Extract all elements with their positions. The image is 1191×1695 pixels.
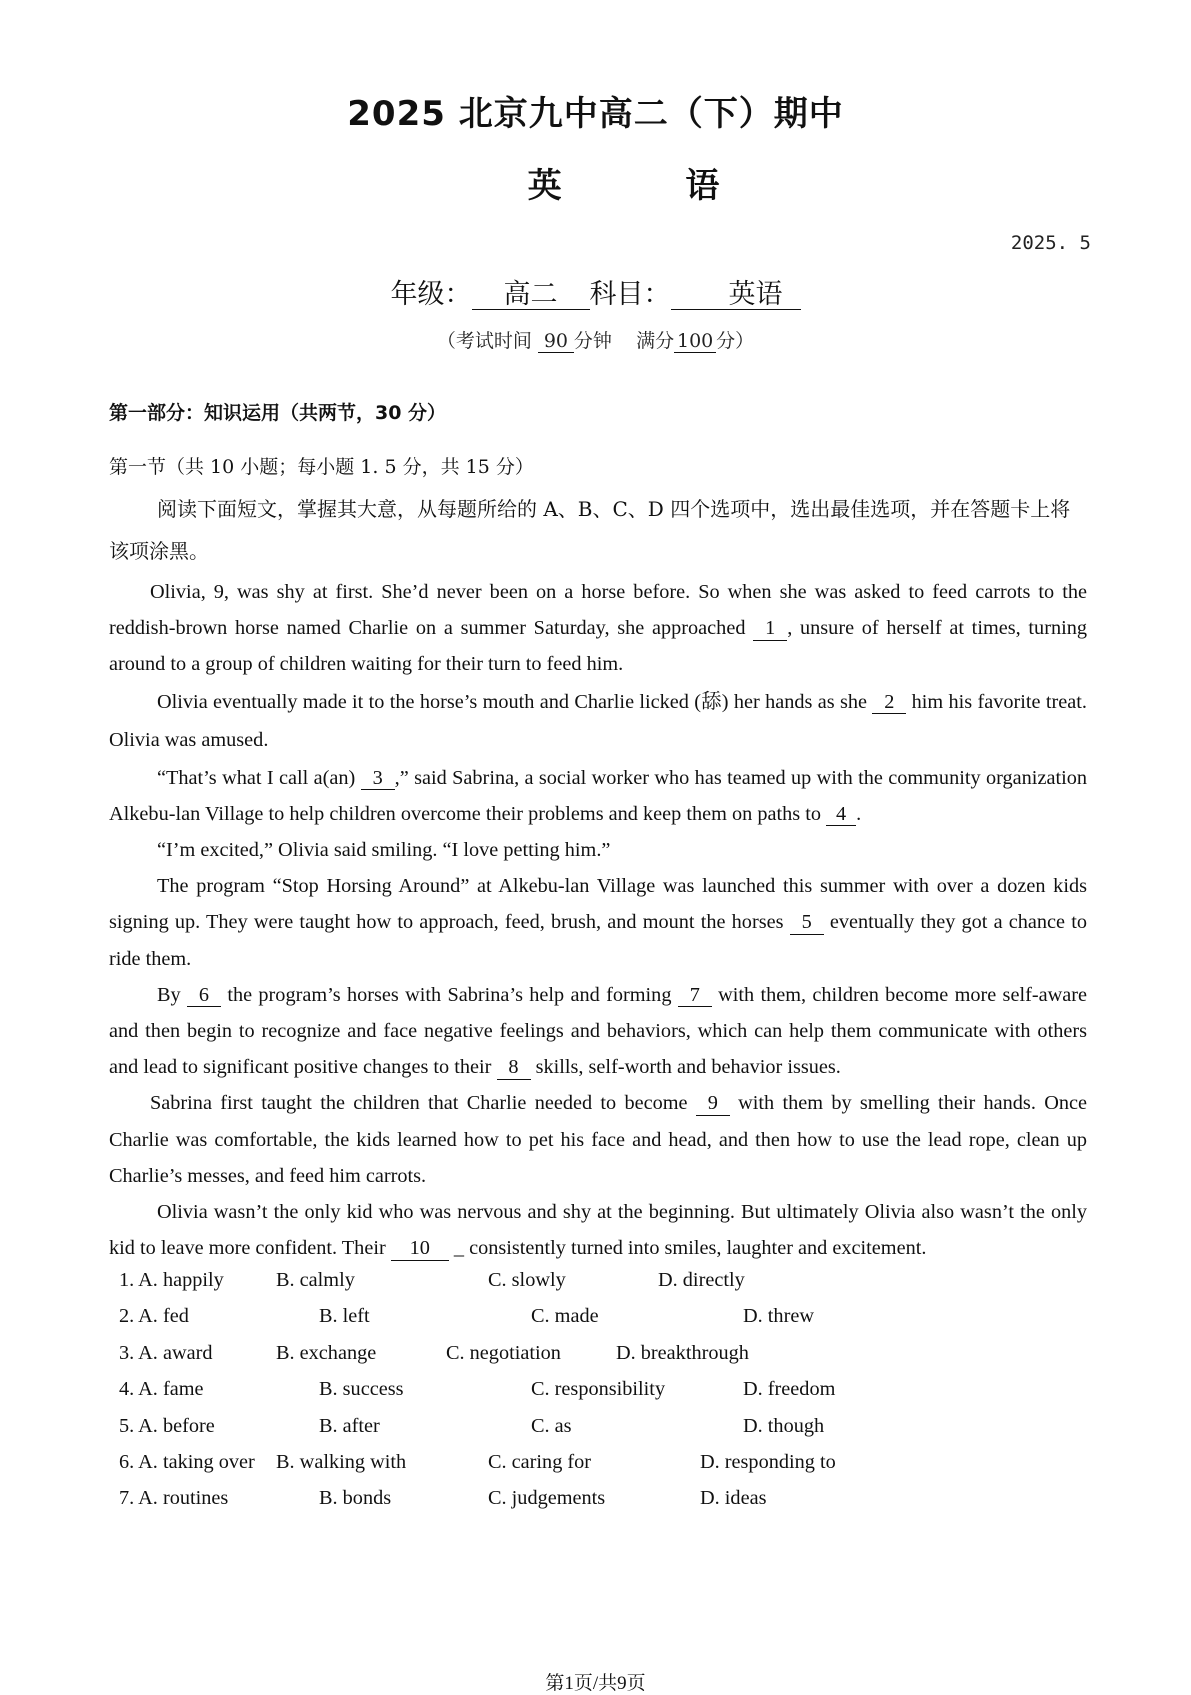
part-title: 第一部分：知识运用（共两节，30 分） bbox=[109, 402, 447, 424]
blank-3: 3 bbox=[361, 767, 395, 790]
grade-subject-line bbox=[0, 272, 1191, 311]
page-number: 第1页/共9页 bbox=[545, 1673, 646, 1694]
option-a: 3. A. award bbox=[119, 1341, 213, 1364]
passage-paragraph: By 6 the program’s horses with Sabrina’s help and forming 7 with them, children become more self-aware and then begin to recognize and face negative feelings and behaviors, which can help them communicate with others and lead to significant positive changes to their 8 skills, self-worth and behavior issues. bbox=[109, 983, 1087, 1079]
exam-time-line bbox=[0, 326, 1191, 353]
option-a: 5. A. before bbox=[119, 1414, 215, 1437]
section-subtitle: 第一节（共 10 小题；每小题 1. 5 分，共 15 分） bbox=[109, 456, 534, 478]
score-prefix: 满分 bbox=[636, 330, 675, 352]
blank-6: 6 bbox=[187, 984, 221, 1007]
subject-title: 英 语 bbox=[527, 166, 776, 206]
option-d: D. ideas bbox=[700, 1487, 767, 1510]
blank-7: 7 bbox=[678, 984, 712, 1007]
subject-label: 科目： bbox=[589, 279, 671, 310]
blank-9: 9 bbox=[696, 1092, 730, 1115]
grade-label: 年级： bbox=[390, 279, 472, 310]
blank-10: 10 bbox=[391, 1237, 449, 1260]
reading-passage bbox=[109, 574, 1087, 1266]
option-c: C. made bbox=[531, 1305, 599, 1328]
option-b: B. after bbox=[319, 1414, 380, 1437]
passage-paragraph: The program “Stop Horsing Around” at Alkebu-lan Village was launched this summer with over a dozen kids signing up. They were taught how to approach, feed, brush, and mount the horses 5 eventually they got a chance to ride them. bbox=[109, 875, 1087, 970]
option-c: C. caring for bbox=[488, 1450, 592, 1473]
option-b: B. bonds bbox=[319, 1487, 392, 1510]
blank-8: 8 bbox=[497, 1056, 531, 1079]
blank-1: 1 bbox=[753, 617, 787, 640]
passage-paragraph: Olivia wasn’t the only kid who was nervous and shy at the beginning. But ultimately Olivia also wasn’t the only kid to leave more confident. Their 10 _ consistently turned into smiles, laughter and excitement. bbox=[109, 1201, 1087, 1260]
passage-paragraph: Olivia eventually made it to the horse’s mouth and Charlie licked (舔) her hands as she 2 him his favorite treat. Olivia was amused. bbox=[109, 690, 1087, 752]
section-instruction: 阅读下面短文，掌握其大意，从每题所给的 A、B、C、D 四个选项中，选出最佳选项，并在答题卡上将该项涂黑。 bbox=[109, 497, 1071, 563]
time-value: 90 bbox=[538, 332, 574, 353]
option-a: 2. A. fed bbox=[119, 1305, 189, 1328]
score-value: 100 bbox=[674, 332, 716, 353]
score-suffix: 分） bbox=[716, 330, 755, 352]
option-b: B. success bbox=[319, 1378, 404, 1401]
option-d: D. directly bbox=[658, 1269, 745, 1291]
blank-5: 5 bbox=[790, 911, 824, 934]
exam-date: 2025. 5 bbox=[1010, 232, 1091, 254]
option-d: D. freedom bbox=[743, 1378, 836, 1401]
option-a: 4. A. fame bbox=[119, 1378, 204, 1401]
passage-paragraph: “I’m excited,” Olivia said smiling. “I love petting him.” bbox=[157, 839, 611, 862]
option-c: C. slowly bbox=[488, 1269, 566, 1291]
option-b: B. left bbox=[319, 1305, 370, 1328]
exam-title: 2025 北京九中高二（下）期中 bbox=[347, 94, 844, 134]
blank-2: 2 bbox=[872, 691, 906, 714]
time-unit: 分钟 bbox=[573, 330, 612, 352]
option-b: B. calmly bbox=[276, 1269, 355, 1291]
option-a: 1. A. happily bbox=[119, 1269, 224, 1291]
time-prefix: （考试时间 bbox=[436, 330, 532, 352]
option-a: 6. A. taking over bbox=[119, 1450, 255, 1473]
option-d: D. responding to bbox=[700, 1450, 836, 1473]
option-b: B. exchange bbox=[276, 1341, 377, 1364]
blank-4: 4 bbox=[826, 803, 856, 826]
option-d: D. threw bbox=[743, 1305, 814, 1328]
option-a: 7. A. routines bbox=[119, 1487, 229, 1510]
option-c: C. as bbox=[531, 1414, 572, 1437]
option-c: C. judgements bbox=[488, 1487, 606, 1510]
option-d: D. though bbox=[743, 1414, 825, 1437]
option-b: B. walking with bbox=[276, 1450, 407, 1473]
option-c: C. negotiation bbox=[446, 1341, 561, 1364]
passage-paragraph: Olivia, 9, was shy at first. She’d never been on a horse before. So when she was asked to feed carrots to the reddish-brown horse named Charlie on a summer Saturday, she approached 1 , unsure of herself at times, turning around to a group of children waiting for their turn to feed him. bbox=[109, 581, 1088, 676]
subject-value: 英语 bbox=[671, 281, 801, 310]
option-d: D. breakthrough bbox=[616, 1341, 749, 1364]
passage-paragraph: “That’s what I call a(an) 3 ,” said Sabrina, a social worker who has teamed up with the community organization Alkebu-lan Village to help children overcome their problems and keep them on paths to 4 . bbox=[109, 766, 1087, 825]
grade-value: 高二 bbox=[472, 281, 590, 310]
option-c: C. responsibility bbox=[531, 1378, 666, 1401]
passage-paragraph: Sabrina first taught the children that Charlie needed to become 9 with them by smelling their hands. Once Charlie was comfortable, the kids learned how to pet his face and head, and then how to use the lead rope, clean up Charlie’s messes, and feed him carrots. bbox=[109, 1092, 1087, 1187]
